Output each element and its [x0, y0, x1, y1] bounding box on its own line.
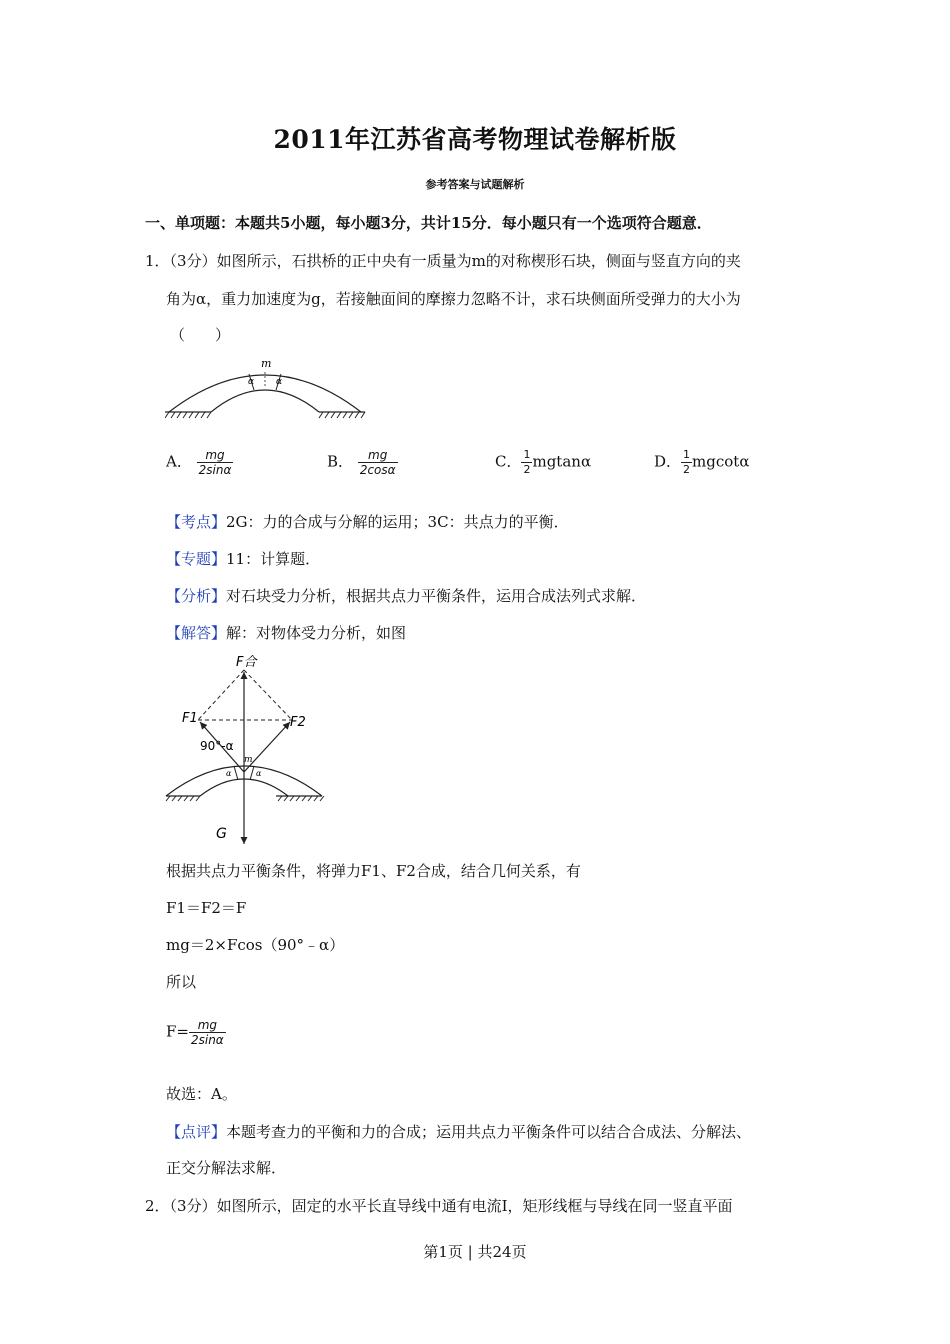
section-heading: 一、单项题：本题共5小题，每小题3分，共计15分．每小题只有一个选项符合题意． — [145, 214, 712, 232]
dianping-line-2: 正交分解法求解． — [166, 1159, 287, 1177]
solution-choice: 故选：A。 — [166, 1085, 237, 1103]
label-angle: 90°-α — [200, 739, 234, 753]
fenxi-line: 【分析】对石块受力分析，根据共点力平衡条件，运用合成法列式求解． — [166, 587, 647, 605]
label-f1: F1 — [182, 711, 198, 726]
option-a — [166, 448, 233, 477]
kaodian-tag: 【考点】 — [166, 513, 227, 531]
label-mass: m — [244, 755, 253, 765]
jieda-tag: 【解答】 — [166, 624, 227, 642]
solution-formula: F= $\frac{mg}{2\sin\alpha}$ — [166, 1018, 224, 1047]
solution-line-1: 根据共点力平衡条件，将弹力F1、F2合成，结合几何关系，有 — [166, 862, 581, 880]
page-title: 2011年江苏省高考物理试卷解析版 — [273, 125, 677, 154]
bridge-alpha-right: α — [276, 377, 283, 387]
page-footer: 第1页 | 共24页 — [423, 1243, 527, 1261]
label-f-he: F合 — [236, 655, 257, 670]
bridge-figure — [165, 356, 395, 420]
option-d-label: D． — [654, 452, 682, 471]
jieda-line: 【解答】解：对物体受力分析，如图 — [166, 624, 407, 642]
solution-line-2: F1＝F2＝F — [166, 899, 247, 917]
fenxi-tag: 【分析】 — [166, 587, 227, 605]
option-c-fraction: $\frac{1}{2}$ — [523, 448, 531, 476]
page-subtitle: 参考答案与试题解析 — [425, 178, 525, 191]
option-c: C． $\frac{1}{2}$ mgtanα — [495, 448, 592, 476]
zhuanti-tag: 【专题】 — [166, 550, 227, 568]
label-alpha-left: α — [226, 769, 232, 778]
q1-answer-blank: （ ） — [170, 326, 231, 344]
dianping-line-1: 【点评】本题考查力的平衡和力的合成；运用共点力平衡条件可以结合合成法、分解法、 — [166, 1123, 752, 1141]
option-a-fraction: $\frac{mg}{2\sin\alpha}$ — [198, 448, 232, 477]
q1-stem-line-2: 角为α，重力加速度为g，若接触面间的摩擦力忽略不计，求石块侧面所受弹力的大小为 — [166, 290, 741, 308]
kaodian-line: 【考点】2G：力的合成与分解的运用；3C：共点力的平衡． — [166, 513, 569, 531]
zhuanti-line: 【专题】11：计算题． — [166, 550, 321, 568]
solution-line-4: 所以 — [166, 973, 197, 991]
option-b — [327, 448, 398, 477]
solution-fraction: $\frac{mg}{2\sin\alpha}$ — [190, 1018, 224, 1047]
option-a-label: A． — [166, 452, 192, 471]
label-f2: F2 — [290, 715, 306, 730]
option-c-label: C． — [495, 452, 522, 471]
force-diagram — [160, 650, 335, 850]
q1-stem-line-1: 1．（3分）如图所示，石拱桥的正中央有一质量为m的对称楔形石块，侧面与竖直方向的夹 — [145, 252, 741, 270]
option-d-fraction: $\frac{1}{2}$ — [683, 448, 691, 476]
bridge-mass-label: m — [261, 357, 272, 370]
label-alpha-right: α — [256, 769, 262, 778]
option-b-label: B． — [327, 452, 354, 471]
dianping-tag: 【点评】 — [166, 1123, 227, 1141]
option-d: D． $\frac{1}{2}$ mgcotα — [654, 448, 750, 476]
bridge-alpha-left: α — [248, 377, 255, 387]
option-b-fraction: $\frac{mg}{2\cos\alpha}$ — [359, 448, 396, 477]
q2-stem-line-1: 2．（3分）如图所示，固定的水平长直导线中通有电流I，矩形线框与导线在同一竖直平面 — [145, 1197, 733, 1215]
label-gravity: G — [216, 826, 227, 842]
solution-line-3: mg＝2×Fcos（90°﹣α） — [166, 936, 345, 954]
